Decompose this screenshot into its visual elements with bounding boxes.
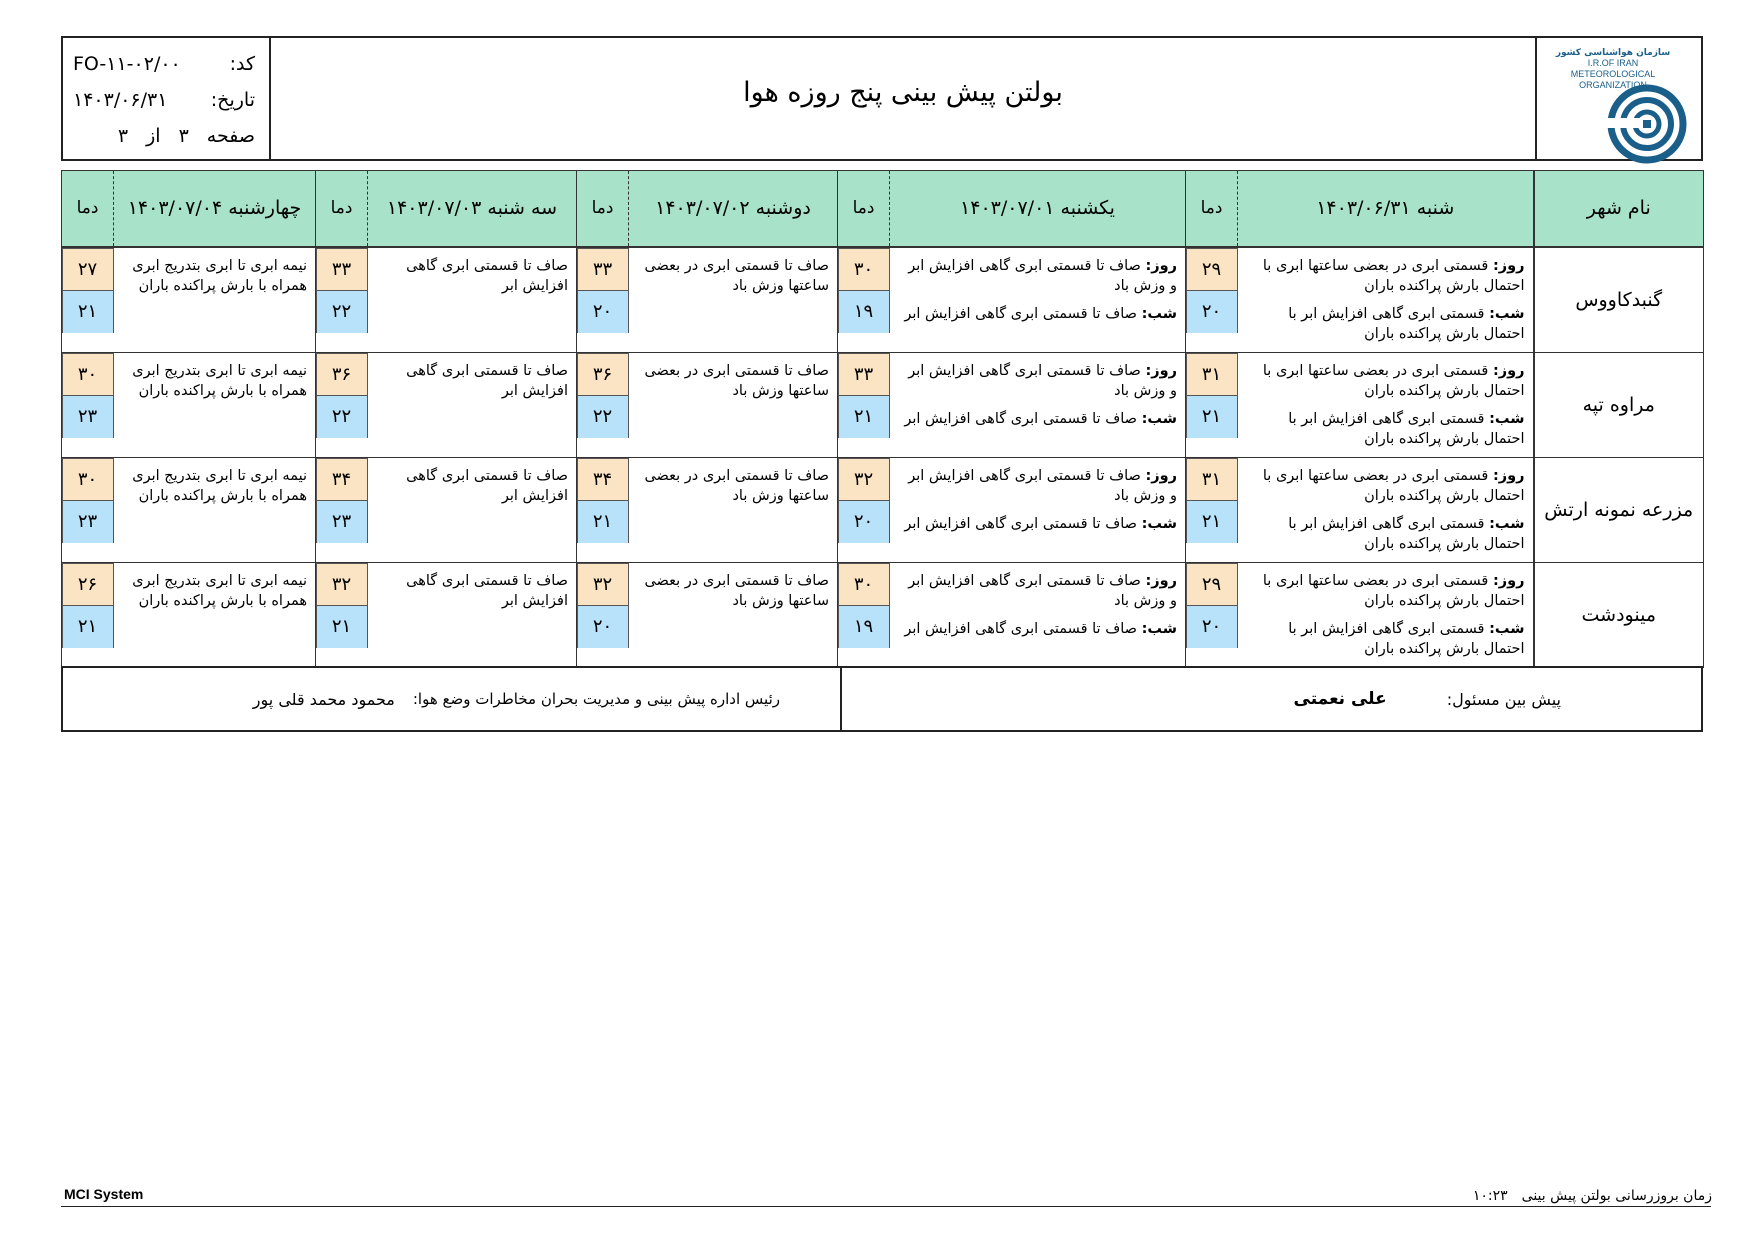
- city-name: مزرعه نمونه ارتش: [1534, 457, 1704, 562]
- night-prefix: شب:: [1489, 515, 1525, 532]
- page-current: ۳: [178, 125, 189, 147]
- night-forecast: [898, 514, 1178, 534]
- table-row: [62, 352, 1704, 457]
- city-name: مراوه تپه: [1534, 352, 1704, 457]
- night-prefix: شب:: [1141, 410, 1177, 427]
- forecast-day-2: [890, 562, 1186, 667]
- forecast-day-3: صاف تا قسمتی ابری در بعضی ساعتها وزش باد: [629, 562, 838, 667]
- temps-day-1: [1186, 562, 1238, 667]
- day-text: صاف تا قسمتی ابری گاهی افزایش ابر و وزش باد: [908, 257, 1177, 294]
- spiral-logo-icon: [1607, 84, 1687, 164]
- min-temp: ۲۰: [578, 606, 628, 648]
- min-temp: ۲۲: [317, 396, 367, 438]
- max-temp: ۲۹: [1187, 249, 1237, 291]
- forecast-day-4: صاف تا قسمتی ابری گاهی افزایش ابر: [368, 457, 577, 562]
- temp-box: [316, 248, 368, 333]
- min-temp: ۲۱: [317, 606, 367, 648]
- forecast-day-2: [890, 457, 1186, 562]
- temps-day-4: [316, 457, 368, 562]
- forecast-day-3: صاف تا قسمتی ابری در بعضی ساعتها وزش باد: [629, 352, 838, 457]
- max-temp: ۳۶: [317, 354, 367, 396]
- table-row: [62, 457, 1704, 562]
- temp-box: [316, 353, 368, 438]
- temp-box: [316, 458, 368, 543]
- forecast-day-5: نیمه ابری تا ابری بتدریج ابری همراه با بارش پراکنده باران: [114, 352, 316, 457]
- temps-day-2: [838, 562, 890, 667]
- night-prefix: شب:: [1489, 620, 1525, 637]
- forecast-day-1: [1238, 457, 1534, 562]
- day-forecast: [898, 361, 1178, 401]
- temps-day-1: [1186, 457, 1238, 562]
- max-temp: ۳۱: [1187, 459, 1237, 501]
- temp-box: [1186, 458, 1238, 543]
- temps-day-5: [62, 562, 114, 667]
- temp-header-5: دما: [62, 171, 114, 247]
- temps-day-5: [62, 247, 114, 353]
- temp-box: [1186, 353, 1238, 438]
- min-temp: ۲۱: [63, 606, 113, 648]
- night-prefix: شب:: [1141, 515, 1177, 532]
- max-temp: ۳۲: [839, 459, 889, 501]
- max-temp: ۳۲: [578, 564, 628, 606]
- forecast-day-5: نیمه ابری تا ابری بتدریج ابری همراه با بارش پراکنده باران: [114, 457, 316, 562]
- temp-box: [838, 248, 890, 333]
- temp-box: [577, 353, 629, 438]
- night-prefix: شب:: [1489, 410, 1525, 427]
- update-label: زمان بروزرسانی بولتن پیش بینی: [1521, 1188, 1712, 1204]
- update-info: [1473, 1188, 1712, 1204]
- temps-day-5: [62, 352, 114, 457]
- table-row: [62, 247, 1704, 353]
- forecast-day-3: صاف تا قسمتی ابری در بعضی ساعتها وزش باد: [629, 247, 838, 353]
- min-temp: ۱۹: [839, 606, 889, 648]
- document-meta: [63, 38, 271, 159]
- max-temp: ۳۲: [317, 564, 367, 606]
- night-prefix: شب:: [1141, 620, 1177, 637]
- city-column-header: نام شهر: [1534, 171, 1704, 247]
- min-temp: ۲۱: [578, 501, 628, 543]
- night-prefix: شب:: [1489, 305, 1525, 322]
- day-text: قسمتی ابری در بعضی ساعتها ابری با احتمال بارش پراکنده باران: [1262, 362, 1525, 399]
- min-temp: ۲۳: [63, 501, 113, 543]
- page-label: صفحه: [206, 125, 255, 147]
- date-value: ۱۴۰۳/۰۶/۳۱: [73, 89, 168, 111]
- forecast-day-1: [1238, 562, 1534, 667]
- day-forecast: [1246, 466, 1525, 506]
- temp-box: [577, 458, 629, 543]
- day-header-4: سه شنبه ۱۴۰۳/۰۷/۰۳: [368, 171, 577, 247]
- night-forecast: [1246, 619, 1525, 659]
- day-header-5: چهارشنبه ۱۴۰۳/۰۷/۰۴: [114, 171, 316, 247]
- temp-box: [577, 563, 629, 648]
- day-text: قسمتی ابری در بعضی ساعتها ابری با احتمال بارش پراکنده باران: [1262, 572, 1525, 609]
- temps-day-3: [577, 562, 629, 667]
- code-value: FO-۱۱-۰۲/۰۰: [73, 53, 181, 75]
- bulletin-title: بولتن پیش بینی پنج روزه هوا: [743, 77, 1063, 108]
- forecast-day-4: صاف تا قسمتی ابری گاهی افزایش ابر: [368, 562, 577, 667]
- temp-box: [1186, 248, 1238, 333]
- night-forecast: [1246, 514, 1525, 554]
- page-of: از: [146, 125, 161, 147]
- temps-day-4: [316, 352, 368, 457]
- temps-day-1: [1186, 247, 1238, 353]
- forecast-day-5: نیمه ابری تا ابری بتدریج ابری همراه با بارش پراکنده باران: [114, 562, 316, 667]
- day-prefix: روز:: [1492, 362, 1525, 379]
- day-prefix: روز:: [1492, 467, 1525, 484]
- code-row: [73, 46, 255, 82]
- max-temp: ۳۴: [578, 459, 628, 501]
- night-text: صاف تا قسمتی ابری گاهی افزایش ابر: [904, 515, 1137, 532]
- temp-header-2: دما: [838, 171, 890, 247]
- night-text: قسمتی ابری گاهی افزایش ابر با احتمال بارش پراکنده باران: [1288, 515, 1525, 552]
- page-total: ۳: [117, 125, 129, 147]
- temps-day-3: [577, 457, 629, 562]
- head-signature: [63, 668, 840, 730]
- max-temp: ۳۳: [317, 249, 367, 291]
- forecast-day-4: صاف تا قسمتی ابری گاهی افزایش ابر: [368, 352, 577, 457]
- temp-box: [838, 563, 890, 648]
- day-forecast: [898, 256, 1178, 296]
- day-prefix: روز:: [1492, 572, 1525, 589]
- day-text: صاف تا قسمتی ابری گاهی افزایش ابر و وزش باد: [908, 362, 1177, 399]
- footer-divider: [61, 1206, 1711, 1207]
- min-temp: ۲۱: [839, 396, 889, 438]
- min-temp: ۲۱: [1187, 396, 1237, 438]
- min-temp: ۲۰: [1187, 606, 1237, 648]
- night-text: قسمتی ابری گاهی افزایش ابر با احتمال بارش پراکنده باران: [1288, 305, 1525, 342]
- logo-english-line-2: METEOROLOGICAL: [1570, 69, 1656, 79]
- min-temp: ۲۱: [63, 291, 113, 333]
- forecast-day-5: نیمه ابری تا ابری بتدریج ابری همراه با بارش پراکنده باران: [114, 247, 316, 353]
- temps-day-2: [838, 247, 890, 353]
- day-prefix: روز:: [1145, 467, 1177, 484]
- temp-box: [838, 353, 890, 438]
- night-prefix: شب:: [1141, 305, 1177, 322]
- organization-logo: [1535, 38, 1701, 159]
- logo-english-line-1: I.R.OF IRAN: [1587, 58, 1639, 68]
- min-temp: ۲۰: [578, 291, 628, 333]
- temps-day-4: [316, 562, 368, 667]
- night-forecast: [898, 304, 1178, 324]
- temps-day-2: [838, 352, 890, 457]
- temp-box: [577, 248, 629, 333]
- forecaster-signature: [840, 668, 1701, 730]
- max-temp: ۳۰: [839, 249, 889, 291]
- table-row: [62, 562, 1704, 667]
- night-forecast: [898, 409, 1178, 429]
- temps-day-3: [577, 247, 629, 353]
- day-header-2: یکشنبه ۱۴۰۳/۰۷/۰۱: [890, 171, 1186, 247]
- head-label: رئیس اداره پیش بینی و مدیریت بحران مخاطرات وضع هوا:: [412, 690, 780, 708]
- logo-english-line-3: ORGANIZATION: [1579, 80, 1647, 90]
- day-prefix: روز:: [1145, 257, 1177, 274]
- night-forecast: [898, 619, 1178, 639]
- day-header-3: دوشنبه ۱۴۰۳/۰۷/۰۲: [629, 171, 838, 247]
- day-forecast: [1246, 256, 1525, 296]
- temps-day-1: [1186, 352, 1238, 457]
- temp-box: [62, 248, 114, 333]
- min-temp: ۱۹: [839, 291, 889, 333]
- head-name: محمود محمد قلی پور: [252, 689, 395, 709]
- day-prefix: روز:: [1145, 362, 1177, 379]
- max-temp: ۳۴: [317, 459, 367, 501]
- forecast-day-2: [890, 352, 1186, 457]
- night-text: قسمتی ابری گاهی افزایش ابر با احتمال بارش پراکنده باران: [1288, 410, 1525, 447]
- date-row: [73, 82, 255, 118]
- temp-box: [62, 563, 114, 648]
- max-temp: ۲۶: [63, 564, 113, 606]
- forecast-day-4: صاف تا قسمتی ابری گاهی افزایش ابر: [368, 247, 577, 353]
- min-temp: ۲۲: [317, 291, 367, 333]
- temps-day-3: [577, 352, 629, 457]
- day-prefix: روز:: [1492, 257, 1525, 274]
- temp-box: [62, 458, 114, 543]
- update-time: ۱۰:۲۳: [1472, 1188, 1508, 1204]
- day-forecast: [1246, 361, 1525, 401]
- min-temp: ۲۳: [317, 501, 367, 543]
- day-text: صاف تا قسمتی ابری گاهی افزایش ابر و وزش باد: [908, 572, 1177, 609]
- forecast-day-1: [1238, 247, 1534, 353]
- max-temp: ۳۰: [63, 354, 113, 396]
- night-text: صاف تا قسمتی ابری گاهی افزایش ابر: [904, 410, 1137, 427]
- day-forecast: [898, 466, 1178, 506]
- min-temp: ۲۰: [839, 501, 889, 543]
- min-temp: ۲۰: [1187, 291, 1237, 333]
- day-text: قسمتی ابری در بعضی ساعتها ابری با احتمال بارش پراکنده باران: [1262, 467, 1525, 504]
- signature-box: [61, 666, 1703, 732]
- max-temp: ۲۹: [1187, 564, 1237, 606]
- code-label: کد:: [229, 53, 255, 75]
- page-row: [73, 118, 255, 154]
- forecast-day-3: صاف تا قسمتی ابری در بعضی ساعتها وزش باد: [629, 457, 838, 562]
- forecast-day-1: [1238, 352, 1534, 457]
- temps-day-4: [316, 247, 368, 353]
- min-temp: ۲۲: [578, 396, 628, 438]
- forecaster-name: علی نعمتی: [1293, 689, 1387, 709]
- day-text: صاف تا قسمتی ابری گاهی افزایش ابر و وزش باد: [908, 467, 1177, 504]
- max-temp: ۳۶: [578, 354, 628, 396]
- bulletin-header: [61, 36, 1703, 161]
- temp-header-1: دما: [1186, 171, 1238, 247]
- max-temp: ۲۷: [63, 249, 113, 291]
- temp-header-3: دما: [577, 171, 629, 247]
- temp-box: [62, 353, 114, 438]
- city-name: مینودشت: [1534, 562, 1704, 667]
- max-temp: ۳۳: [578, 249, 628, 291]
- min-temp: ۲۱: [1187, 501, 1237, 543]
- night-forecast: [1246, 409, 1525, 449]
- date-label: تاریخ:: [210, 89, 255, 111]
- night-text: قسمتی ابری گاهی افزایش ابر با احتمال بارش پراکنده باران: [1288, 620, 1525, 657]
- temp-box: [1186, 563, 1238, 648]
- forecaster-label: پیش بین مسئول:: [1446, 689, 1561, 709]
- night-forecast: [1246, 304, 1525, 344]
- max-temp: ۳۰: [63, 459, 113, 501]
- temps-day-2: [838, 457, 890, 562]
- forecast-day-2: [890, 247, 1186, 353]
- table-header-row: [62, 171, 1704, 247]
- logo-persian-name: سازمان هواشناسی کشور: [1555, 48, 1671, 58]
- day-forecast: [1246, 571, 1525, 611]
- min-temp: ۲۳: [63, 396, 113, 438]
- temps-day-5: [62, 457, 114, 562]
- max-temp: ۳۳: [839, 354, 889, 396]
- night-text: صاف تا قسمتی ابری گاهی افزایش ابر: [904, 305, 1137, 322]
- temp-box: [838, 458, 890, 543]
- day-forecast: [898, 571, 1178, 611]
- max-temp: ۳۰: [839, 564, 889, 606]
- day-header-1: شنبه ۱۴۰۳/۰۶/۳۱: [1238, 171, 1534, 247]
- temp-header-4: دما: [316, 171, 368, 247]
- day-text: قسمتی ابری در بعضی ساعتها ابری با احتمال بارش پراکنده باران: [1262, 257, 1525, 294]
- max-temp: ۳۱: [1187, 354, 1237, 396]
- system-name: MCI System: [64, 1186, 144, 1202]
- night-text: صاف تا قسمتی ابری گاهی افزایش ابر: [904, 620, 1137, 637]
- day-prefix: روز:: [1145, 572, 1177, 589]
- city-name: گنبدکاووس: [1534, 247, 1704, 353]
- forecast-table: [61, 170, 1704, 668]
- temp-box: [316, 563, 368, 648]
